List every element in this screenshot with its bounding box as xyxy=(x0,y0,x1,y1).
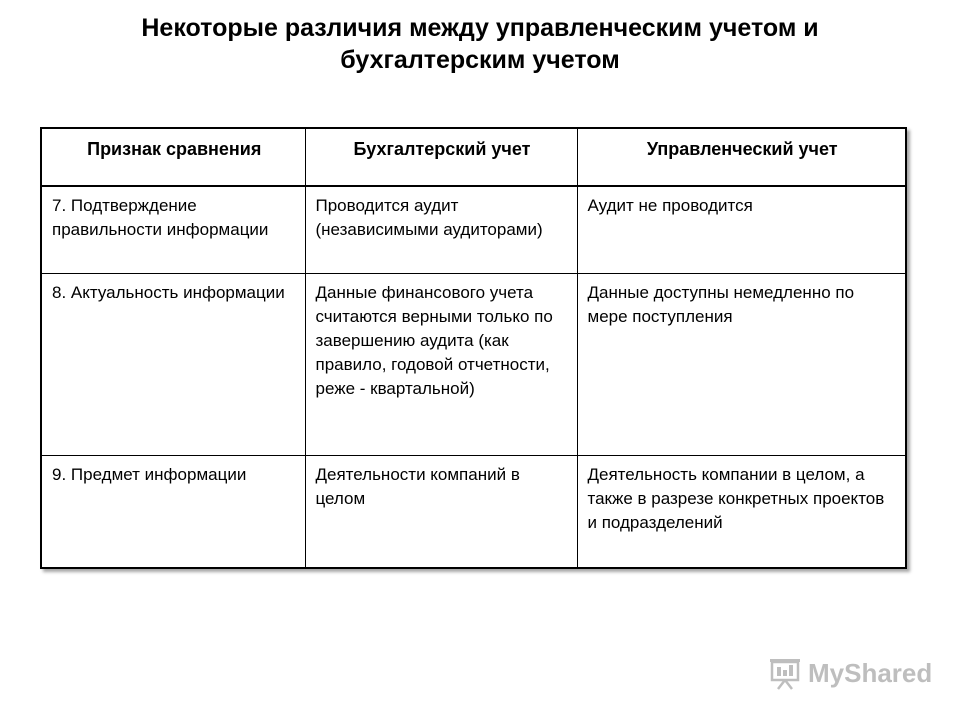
table-cell-financial: Проводится аудит (независимыми аудиторами) xyxy=(305,186,577,274)
comparison-table xyxy=(40,127,907,569)
header-management-accounting: Управленческий учет xyxy=(577,128,906,186)
table-cell-management: Аудит не проводится xyxy=(577,186,906,274)
header-financial-accounting: Бухгалтерский учет xyxy=(305,128,577,186)
table-row xyxy=(41,186,906,274)
table-cell-criterion: 9. Предмет информации xyxy=(41,456,305,569)
table-row xyxy=(41,274,906,456)
myshared-watermark xyxy=(768,656,932,690)
table-cell-criterion: 7. Подтверждение правильности информации xyxy=(41,186,305,274)
table-header-row xyxy=(41,128,906,186)
table-cell-criterion: 8. Актуальность информации xyxy=(41,274,305,456)
slide-title-line-1: Некоторые различия между управленческим учетом и xyxy=(141,14,819,42)
slide-title-line-2: бухгалтерским учетом xyxy=(340,46,620,74)
header-criterion: Признак сравнения xyxy=(41,128,305,186)
table-cell-financial: Данные финансового учета считаются верными только по завершению аудита (как правило, годовой отчетности, реже - квартальной) xyxy=(305,274,577,456)
table-cell-management: Данные доступны немедленно по мере поступления xyxy=(577,274,906,456)
slide-title xyxy=(60,12,900,76)
table-cell-financial: Деятельности компаний в целом xyxy=(305,456,577,569)
table-row xyxy=(41,456,906,569)
watermark-text: MyShared xyxy=(808,657,933,688)
presentation-board-icon xyxy=(768,656,802,690)
table-cell-management: Деятельность компании в целом, а также в разрезе конкретных проектов и подразделений xyxy=(577,456,906,569)
